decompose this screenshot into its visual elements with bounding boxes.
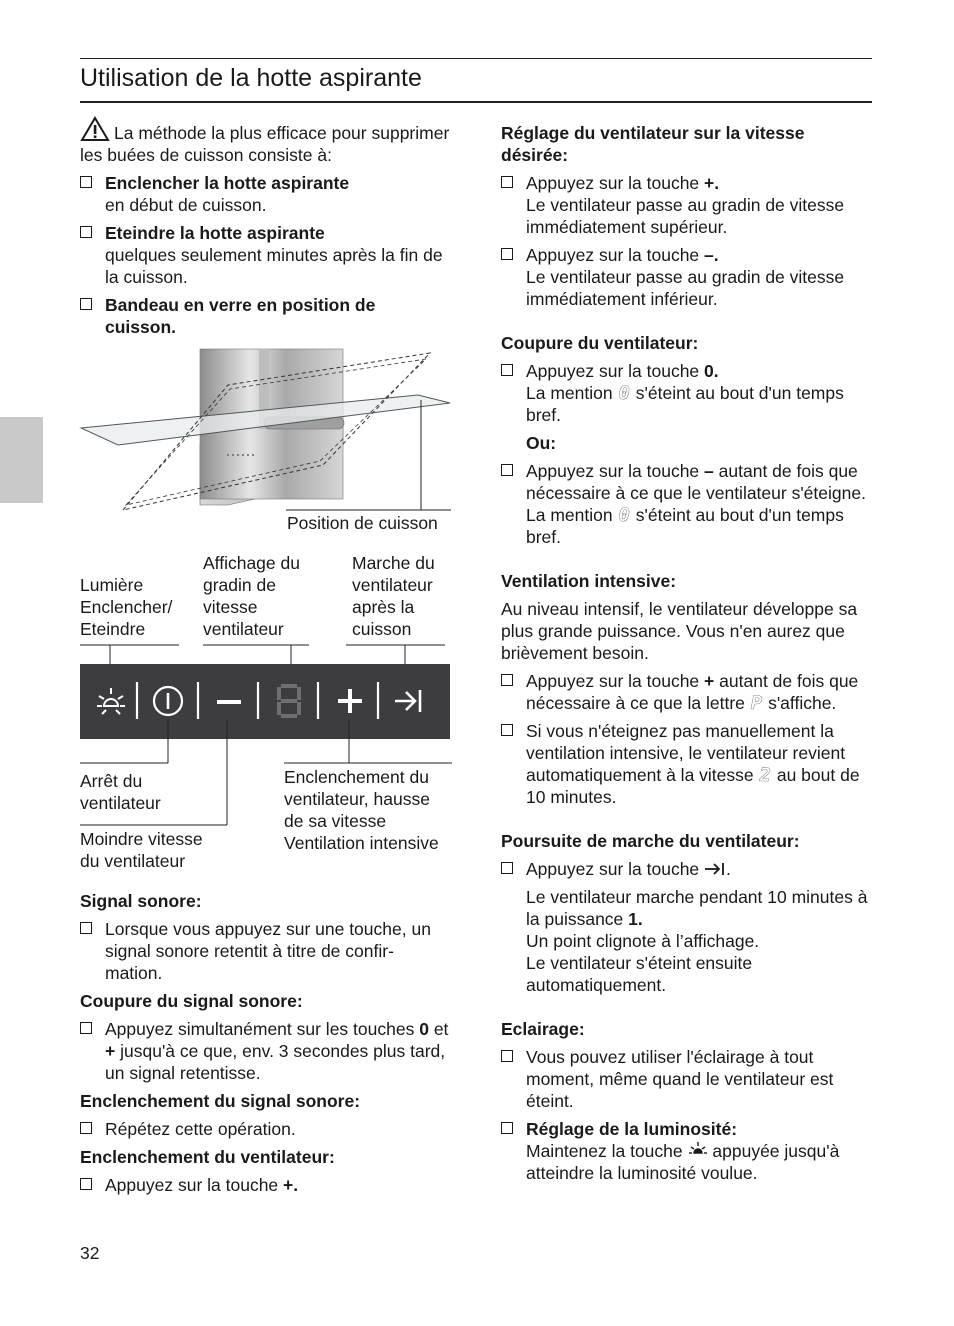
list-item: Répétez cette opération. (80, 1118, 460, 1140)
list-item: Appuyez sur la touche . Le ventilateur marche pendant 10 minutes à la puissance 1. Un point clignote à l’affichage. Le ventilateur s'éteint ensuite automatiquement. (501, 858, 873, 996)
checkbox-bullet-icon (80, 922, 92, 934)
checkbox-bullet-icon (80, 1022, 92, 1034)
checkbox-bullet-icon (501, 464, 513, 476)
label-plus: Enclenchement du ventilateur, hausse de sa vitesse Ventilation intensive (284, 767, 439, 853)
arrow-to-bar-icon (704, 861, 726, 877)
checkbox-bullet-icon (501, 862, 513, 874)
list-item: Si vous n'éteignez pas manuellement la ventilation intensive, le ventilateur revient automatiquement à la vitesse 2 au bout de 10 minutes. (501, 720, 873, 808)
lamp-icon (688, 1141, 708, 1159)
tip-item: Eteindre la hotte aspirante quelques seulement minutes après la fin de la cuisson. (80, 222, 460, 288)
checkbox-bullet-icon (501, 724, 513, 736)
list-item: Appuyez sur la touche + autant de fois que nécessaire à ce que la lettre P s'affiche. (501, 670, 873, 714)
list-item: Appuyez sur la touche +. (80, 1174, 460, 1196)
label-off: Arrêt du ventilateur (80, 771, 161, 813)
checkbox-bullet-icon (80, 1178, 92, 1190)
label-minus: Moindre vitesse du ventilateur (80, 829, 203, 871)
page-title: Utilisation de la hotte aspirante (80, 64, 422, 92)
checkbox-bullet-icon (501, 248, 513, 260)
checkbox-bullet-icon (501, 1122, 513, 1134)
list-item: Appuyez sur la touche –. Le ventilateur passe au gradin de vitesse immédiatement inférieur. (501, 244, 873, 310)
right-column: Réglage du ventilateur sur la vitesse désirée: Appuyez sur la touche +. Le ventilateur passe au gradin de vitesse immédiatement supérieur. Appuyez sur la touche –. Le ventilateur passe au gradin de vitesse immédiatement inférieur. Coupure du ventilateur: Appuyez sur la touche 0. La mention 0 s'éteint au bout d'un temps bref. Ou: Appuyez sur la touche – autant de fois que nécessaire à ce que le ventilateur s'éteigne. La mention 0 s'éteint au bout d'un temps bref. Ventilation intensive: Au niveau intensif, le ventilateur développe sa plus grande puissance. Vous n'en aurez que brièvement besoin. Appuyez sur la touche + autant de fois que nécessaire à ce que la lettre P s'affiche. Si vous n'éteignez pas manuellement la ventilation intensive, le ventilateur revient automatiquement à la vitesse 2 au bout de 10 minutes. Poursuite de marche du ventilateur: Appuyez sur la touche . Le ventilateur marche pendant 10 minutes à la puissance 1. Un point clignote à l’affichage. Le ventilateur s'éteint ensuite automatiquement. Eclairage: Vous pouvez utiliser l'éclairage à tout moment, même quand le ventilateur est éteint. Réglage de la luminosité: Maintenez la touche appuyée jusqu'à atteindre la luminosité voulue. (501, 122, 873, 1184)
tip-item: Bandeau en verre en position de cuisson. (80, 294, 425, 338)
list-item: Appuyez sur la touche +. Le ventilateur passe au gradin de vitesse immédiatement supérieur. (501, 172, 873, 238)
figure-label: Position de cuisson (287, 513, 438, 533)
checkbox-bullet-icon (501, 176, 513, 188)
checkbox-bullet-icon (501, 364, 513, 376)
list-item: Vous pouvez utiliser l'éclairage à tout moment, même quand le ventilateur est éteint. (501, 1046, 873, 1112)
intro-paragraph: La méthode la plus efficace pour supprimer les buées de cuisson consiste à: (80, 116, 460, 166)
label-run-on: Marche du ventilateur après la cuisson (352, 553, 435, 639)
list-item: Appuyez sur la touche – autant de fois que nécessaire à ce que le ventilateur s'éteigne. La mention 0 s'éteint au bout d'un temps bref. (501, 460, 873, 548)
label-display: Affichage du gradin de vitesse ventilateur (203, 553, 300, 639)
checkbox-bullet-icon (80, 1122, 92, 1134)
list-item: Appuyez simultanément sur les touches 0 et + jusqu'à ce que, env. 3 secondes plus tard, un signal retentisse. (80, 1018, 460, 1084)
display-glyph: 0 (618, 382, 630, 404)
tip-item: Enclencher la hotte aspirante en début de cuisson. (80, 172, 460, 216)
display-glyph: 2 (759, 764, 771, 786)
page-number: 32 (80, 1243, 100, 1263)
list-item: Appuyez sur la touche 0. La mention 0 s'éteint au bout d'un temps bref. (501, 360, 873, 426)
display-glyph: 0 (618, 504, 630, 526)
left-signal-block: Signal sonore: Lorsque vous appuyez sur une touche, un signal sonore retentit à titre de confir-mation. Coupure du signal sonore: Appuyez simultanément sur les touches 0 et + jusqu'à ce que, env. 3 secondes plus tard, un signal retentisse. Enclenchement du signal sonore: Répétez cette opération. Enclenchement du ventilateur: Appuyez sur la touche +. (80, 890, 460, 1196)
checkbox-bullet-icon (501, 674, 513, 686)
checkbox-bullet-icon (501, 1050, 513, 1062)
label-light: Lumière Enclencher/ Eteindre (80, 575, 173, 639)
display-glyph: P (750, 692, 763, 714)
list-item: Lorsque vous appuyez sur une touche, un signal sonore retentit à titre de confir-mation. (80, 918, 460, 984)
list-item: Réglage de la luminosité: Maintenez la touche appuyée jusqu'à atteindre la luminosité voulue. (501, 1118, 873, 1184)
